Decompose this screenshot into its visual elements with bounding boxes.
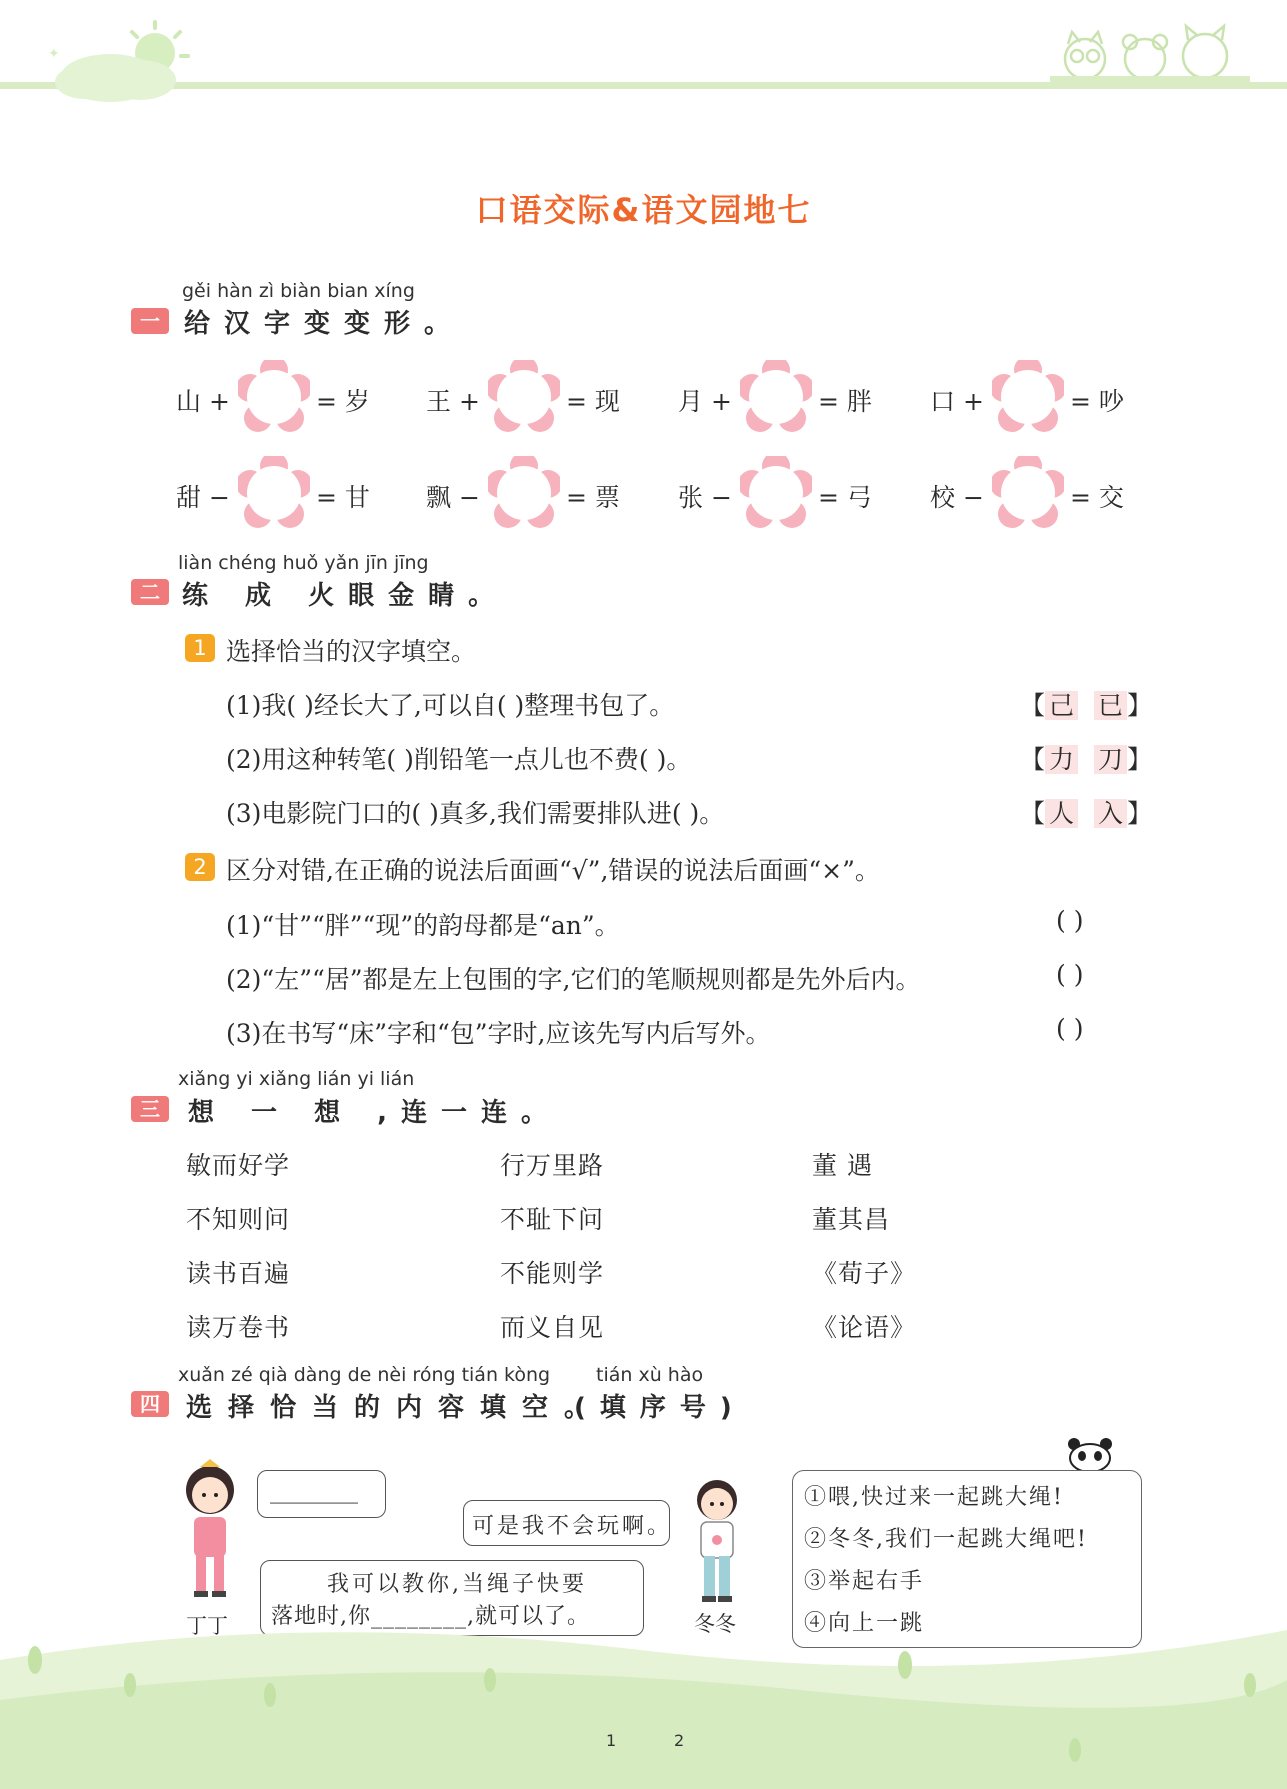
equation-left-4: 口 + [930,387,984,416]
name-dingding: 丁丁 [186,1614,228,1638]
dongdong-speech: 可是我不会玩啊。 [472,1514,673,1539]
answer-flower-1[interactable] [238,456,310,528]
equation-result-2: = 票 [566,483,620,512]
equation-left-3: 月 + [678,387,732,416]
fill-item-2: (2)用这种转笔( )削铅笔一点儿也不费( )。 [226,745,692,774]
equation-left-2: 王 + [426,387,480,416]
section2-badge: 二 [131,579,169,605]
match-item-col1-3[interactable]: 读书百遍 [186,1259,291,1288]
dingding-speech-line1: 我可以教你,当绳子快要 [327,1572,587,1597]
answer-flower-4[interactable] [992,360,1064,432]
question2-badge: 2 [185,853,215,881]
answer-flower-2[interactable] [488,360,560,432]
option-3: ③举起右手 [804,1569,925,1594]
section2-pinyin: liàn chéng huǒ yǎn jīn jīng [178,552,429,574]
equation-left-3: 张 − [678,483,732,512]
question1-prompt: 选择恰当的汉字填空。 [226,637,477,666]
equation-result-3: = 弓 [818,483,872,512]
section4-heading: 选择恰当的内容填空。 [186,1393,607,1423]
sun-cloud-icon [40,18,200,108]
answer-flower-1[interactable] [238,360,310,432]
question1-badge: 1 [185,634,215,662]
section1-pinyin: gěi hàn zì biàn bian xíng [182,280,415,302]
section2-heading: 练 成 火眼金睛。 [182,581,509,611]
choice-pair-3: 【 人 入 】 [1020,799,1152,828]
equation-result-3: = 胖 [818,387,872,416]
page-number-left: 1 [606,1731,617,1750]
match-item-col2-4[interactable]: 而义自见 [500,1313,605,1342]
section4-pinyin-2: tián xù hào [596,1364,704,1386]
fill-item-3: (3)电影院门口的( )真多,我们需要排队进( )。 [226,799,725,828]
section1-badge: 一 [131,308,169,334]
match-item-col1-2[interactable]: 不知则问 [186,1205,291,1234]
equation-result-4: = 交 [1070,483,1124,512]
match-item-col2-3[interactable]: 不能则学 [500,1259,605,1288]
match-item-col2-2[interactable]: 不耻下问 [500,1205,605,1234]
judge-item-1: (1)“甘”“胖”“现”的韵母都是“an”。 [226,911,620,940]
match-item-col3-4[interactable]: 《论语》 [812,1313,917,1342]
equation-left-4: 校 − [930,483,984,512]
panda-icon [1066,1436,1114,1470]
equation-left-1: 甜 − [176,483,230,512]
judge-paren-1: ( ) [1056,906,1084,935]
girl-dingding-illustration [170,1455,250,1605]
match-item-col3-2[interactable]: 董其昌 [812,1205,891,1234]
section3-pinyin: xiǎng yi xiǎng lián yi lián [178,1068,415,1090]
equation-left-2: 飘 − [426,483,480,512]
equation-result-1: = 甘 [316,483,370,512]
judge-item-2: (2)“左”“居”都是左上包围的字,它们的笔顺规则都是先外后内。 [226,965,921,994]
equation-result-1: = 岁 [316,387,370,416]
answer-flower-4[interactable] [992,456,1064,528]
dongdong-bubble [463,1500,673,1546]
section3-badge: 三 [131,1096,169,1122]
judge-paren-2: ( ) [1056,960,1084,989]
fill-item-1: (1)我( )经长大了,可以自( )整理书包了。 [226,691,675,720]
equation-result-4: = 吵 [1070,387,1124,416]
choice-pair-2: 【 力 刀 】 [1020,745,1152,774]
answer-flower-3[interactable] [740,456,812,528]
equation-left-1: 山 + [176,387,230,416]
section4-badge: 四 [131,1391,169,1417]
dingding-speech-line2: 落地时,你________,就可以了。 [271,1604,590,1629]
answer-blank-top[interactable]: ________ [270,1479,358,1504]
judge-paren-3: ( ) [1056,1014,1084,1043]
answer-flower-3[interactable] [740,360,812,432]
equation-result-2: = 现 [566,387,620,416]
dingding-top-bubble [257,1470,386,1518]
section3-heading: 想 一 想 ,连一连。 [188,1098,562,1128]
page-title: 口语交际&语文园地七 [475,191,812,229]
match-item-col3-1[interactable]: 董 遇 [812,1151,873,1180]
boy-dongdong-illustration [682,1470,752,1610]
page-number-right: 2 [674,1731,685,1750]
option-2: ②冬冬,我们一起跳大绳吧! [804,1527,1088,1552]
svg-text:✦: ✦ [48,46,60,62]
match-item-col1-1[interactable]: 敏而好学 [186,1151,291,1180]
question2-prompt: 区分对错,在正确的说法后面画“√”,错误的说法后面画“×”。 [226,856,880,885]
section1-heading: 给汉字变变形。 [184,309,465,339]
name-dongdong: 冬冬 [694,1612,736,1636]
option-4: ④向上一跳 [804,1611,925,1636]
answer-flower-2[interactable] [488,456,560,528]
option-1: ①喂,快过来一起跳大绳! [804,1485,1064,1510]
animal-faces-icon [1050,14,1250,84]
choice-pair-1: 【 己 已 】 [1020,691,1152,720]
match-item-col2-1[interactable]: 行万里路 [500,1151,605,1180]
section4-heading-2: (填序号) [574,1393,746,1423]
section4-pinyin: xuǎn zé qià dàng de nèi róng tián kòng [178,1364,551,1386]
judge-item-3: (3)在书写“床”字和“包”字时,应该先写内后写外。 [226,1019,771,1048]
footer-hills-illustration [0,1590,1287,1789]
match-item-col3-3[interactable]: 《荀子》 [812,1259,917,1288]
match-item-col1-4[interactable]: 读万卷书 [186,1313,291,1342]
